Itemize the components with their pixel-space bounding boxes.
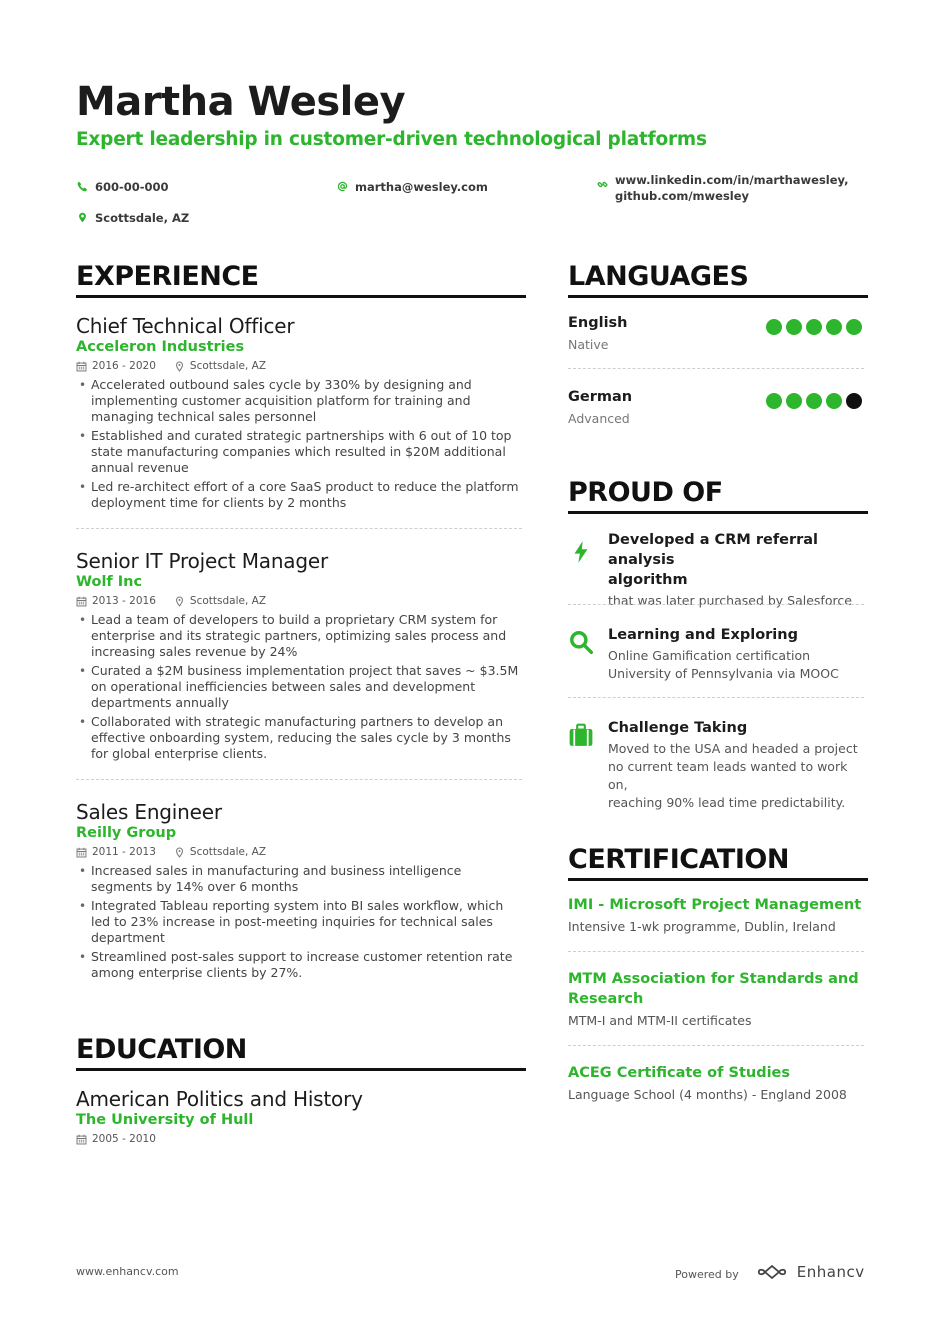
job-location: Scottsdale, AZ bbox=[189, 360, 267, 372]
candidate-name: Martha Wesley bbox=[76, 79, 406, 125]
candidate-tagline: Expert leadership in customer-driven technological platforms bbox=[76, 129, 707, 150]
email-text[interactable]: martha@wesley.com bbox=[355, 180, 488, 194]
enhancv-brand-text: Enhancv bbox=[796, 1263, 865, 1281]
job-bullet: • Streamlined post-sales support to increase customer retention rate among enterprise clients by 27%. bbox=[76, 949, 526, 981]
rating-dot-filled bbox=[826, 319, 842, 335]
rating-dot-filled bbox=[806, 319, 822, 335]
proud-description: that was later purchased by Salesforce bbox=[608, 593, 852, 608]
calendar-icon bbox=[76, 847, 87, 858]
job-meta bbox=[76, 594, 526, 609]
job-location: Scottsdale, AZ bbox=[189, 846, 267, 858]
proud-title: Challenge Taking bbox=[608, 720, 748, 736]
job-bullets bbox=[76, 377, 526, 511]
divider bbox=[568, 604, 864, 605]
github-url[interactable]: github.com/mwesley bbox=[615, 189, 750, 203]
section-title-languages: LANGUAGES bbox=[568, 261, 868, 298]
experience-entry bbox=[76, 548, 526, 765]
job-company: Wolf Inc bbox=[76, 574, 143, 590]
divider bbox=[568, 697, 864, 698]
job-meta bbox=[76, 359, 526, 374]
proud-description: Moved to the USA and headed a project no current team leads wanted to work on, reaching 90% lead time predictability. bbox=[608, 741, 858, 810]
job-bullet: • Collaborated with strategic manufacturing partners to develop an effective onboarding system, reducing the sales cycle by 3 months for global enterprise clients. bbox=[76, 714, 526, 762]
contact-email bbox=[336, 179, 488, 195]
rating-dot-filled bbox=[826, 393, 842, 409]
language-rating bbox=[762, 393, 862, 409]
certification-entry bbox=[568, 1063, 868, 1104]
rating-dot-filled bbox=[786, 393, 802, 409]
proud-title: Learning and Exploring bbox=[608, 627, 798, 643]
proud-entry bbox=[568, 625, 868, 683]
link-icon bbox=[596, 177, 608, 191]
job-dates: 2016 - 2020 bbox=[92, 360, 156, 372]
job-bullet: • Accelerated outbound sales cycle by 330% by designing and implementing customer acquisition platform for training and managing technical sales personnel bbox=[76, 377, 526, 425]
certification-title: MTM Association for Standards and Research bbox=[568, 971, 859, 1007]
proud-entry bbox=[568, 530, 868, 610]
job-company: Acceleron Industries bbox=[76, 339, 245, 355]
degree-title: American Politics and History bbox=[76, 1087, 363, 1111]
language-rating bbox=[762, 319, 862, 335]
experience-entry bbox=[76, 313, 526, 514]
contact-phone bbox=[76, 179, 169, 195]
job-company: Reilly Group bbox=[76, 825, 177, 841]
calendar-icon bbox=[76, 1134, 87, 1145]
language-entry bbox=[568, 387, 868, 428]
job-dates: 2011 - 2013 bbox=[92, 846, 156, 858]
language-level: Native bbox=[568, 337, 609, 352]
search-icon bbox=[568, 625, 598, 683]
footer-website[interactable]: www.enhancv.com bbox=[76, 1265, 179, 1278]
education-entry bbox=[76, 1086, 526, 1147]
job-bullet: • Lead a team of developers to build a proprietary CRM system for enterprise and its strategic partners, optimizing sales process and increasing sales revenue by 24% bbox=[76, 612, 526, 660]
contact-location bbox=[76, 210, 189, 226]
at-sign-icon bbox=[336, 179, 348, 193]
calendar-icon bbox=[76, 361, 87, 372]
rating-dot-filled bbox=[766, 319, 782, 335]
calendar-icon bbox=[76, 596, 87, 607]
proud-description: Online Gamification certification University of Pennsylvania via MOOC bbox=[608, 648, 839, 681]
footer-branding bbox=[675, 1262, 865, 1282]
job-location: Scottsdale, AZ bbox=[189, 595, 267, 607]
job-bullet: • Led re-architect effort of a core SaaS product to reduce the platform deployment time for clients by 2 months bbox=[76, 479, 526, 511]
rating-dot-filled bbox=[806, 393, 822, 409]
suitcase-icon bbox=[568, 718, 598, 812]
job-bullets bbox=[76, 612, 526, 762]
section-title-certification: CERTIFICATION bbox=[568, 844, 868, 881]
section-title-education: EDUCATION bbox=[76, 1034, 526, 1071]
job-title: Sales Engineer bbox=[76, 800, 222, 824]
links-text[interactable] bbox=[615, 172, 849, 204]
location-pin-icon bbox=[174, 847, 185, 858]
rating-dot-filled bbox=[786, 319, 802, 335]
linkedin-url[interactable]: www.linkedin.com/in/marthawesley, bbox=[615, 173, 849, 187]
job-title: Senior IT Project Manager bbox=[76, 549, 328, 573]
location-pin-icon bbox=[174, 361, 185, 372]
proud-entry bbox=[568, 718, 868, 812]
school-name: The University of Hull bbox=[76, 1112, 254, 1128]
rating-dot-filled bbox=[846, 319, 862, 335]
powered-by-label: Powered by bbox=[675, 1268, 739, 1281]
rating-dot-empty bbox=[846, 393, 862, 409]
job-bullet: • Established and curated strategic partnerships with 6 out of 10 top state manufacturing companies which resulted in $20M additional annual revenue bbox=[76, 428, 526, 476]
certification-title: ACEG Certificate of Studies bbox=[568, 1065, 791, 1081]
language-level: Advanced bbox=[568, 411, 630, 426]
divider bbox=[568, 951, 864, 952]
education-dates: 2005 - 2010 bbox=[92, 1133, 156, 1145]
divider bbox=[568, 1045, 864, 1046]
certification-title: IMI - Microsoft Project Management bbox=[568, 897, 862, 913]
lightning-icon bbox=[568, 530, 598, 610]
section-title-experience: EXPERIENCE bbox=[76, 261, 526, 298]
certification-description: Intensive 1-wk programme, Dublin, Ireland bbox=[568, 919, 836, 934]
location-text: Scottsdale, AZ bbox=[95, 211, 190, 225]
language-name: English bbox=[568, 315, 628, 331]
certification-description: Language School (4 months) - England 2008 bbox=[568, 1087, 847, 1102]
job-title: Chief Technical Officer bbox=[76, 314, 295, 338]
language-name: German bbox=[568, 389, 633, 405]
certification-entry bbox=[568, 895, 868, 936]
section-title-proud-of: PROUD OF bbox=[568, 477, 868, 514]
enhancv-logo-icon bbox=[757, 1263, 789, 1281]
location-pin-icon bbox=[76, 210, 88, 224]
location-pin-icon bbox=[174, 596, 185, 607]
job-bullet: • Increased sales in manufacturing and business intelligence segments by 14% over 6 months bbox=[76, 863, 526, 895]
job-meta bbox=[76, 845, 526, 860]
certification-description: MTM-I and MTM-II certificates bbox=[568, 1013, 752, 1028]
proud-title: Developed a CRM referral analysis algorithm bbox=[608, 532, 819, 588]
phone-text[interactable]: 600-00-000 bbox=[95, 180, 169, 194]
job-bullet: • Integrated Tableau reporting system into BI sales workflow, which led to 23% increase in post-meeting inquiries for technical sales department bbox=[76, 898, 526, 946]
experience-entry bbox=[76, 799, 526, 984]
enhancv-logo[interactable] bbox=[757, 1263, 865, 1281]
phone-icon bbox=[76, 179, 88, 193]
job-dates: 2013 - 2016 bbox=[92, 595, 156, 607]
job-bullets bbox=[76, 863, 526, 981]
education-meta bbox=[76, 1132, 526, 1147]
certification-entry bbox=[568, 969, 868, 1030]
divider bbox=[76, 779, 522, 780]
contact-links bbox=[596, 172, 849, 204]
job-bullet: • Curated a $2M business implementation project that saves ~ $3.5M on operational inefficiencies between sales and development departments annually bbox=[76, 663, 526, 711]
rating-dot-filled bbox=[766, 393, 782, 409]
divider bbox=[76, 528, 522, 529]
divider bbox=[568, 368, 864, 369]
language-entry bbox=[568, 313, 868, 354]
